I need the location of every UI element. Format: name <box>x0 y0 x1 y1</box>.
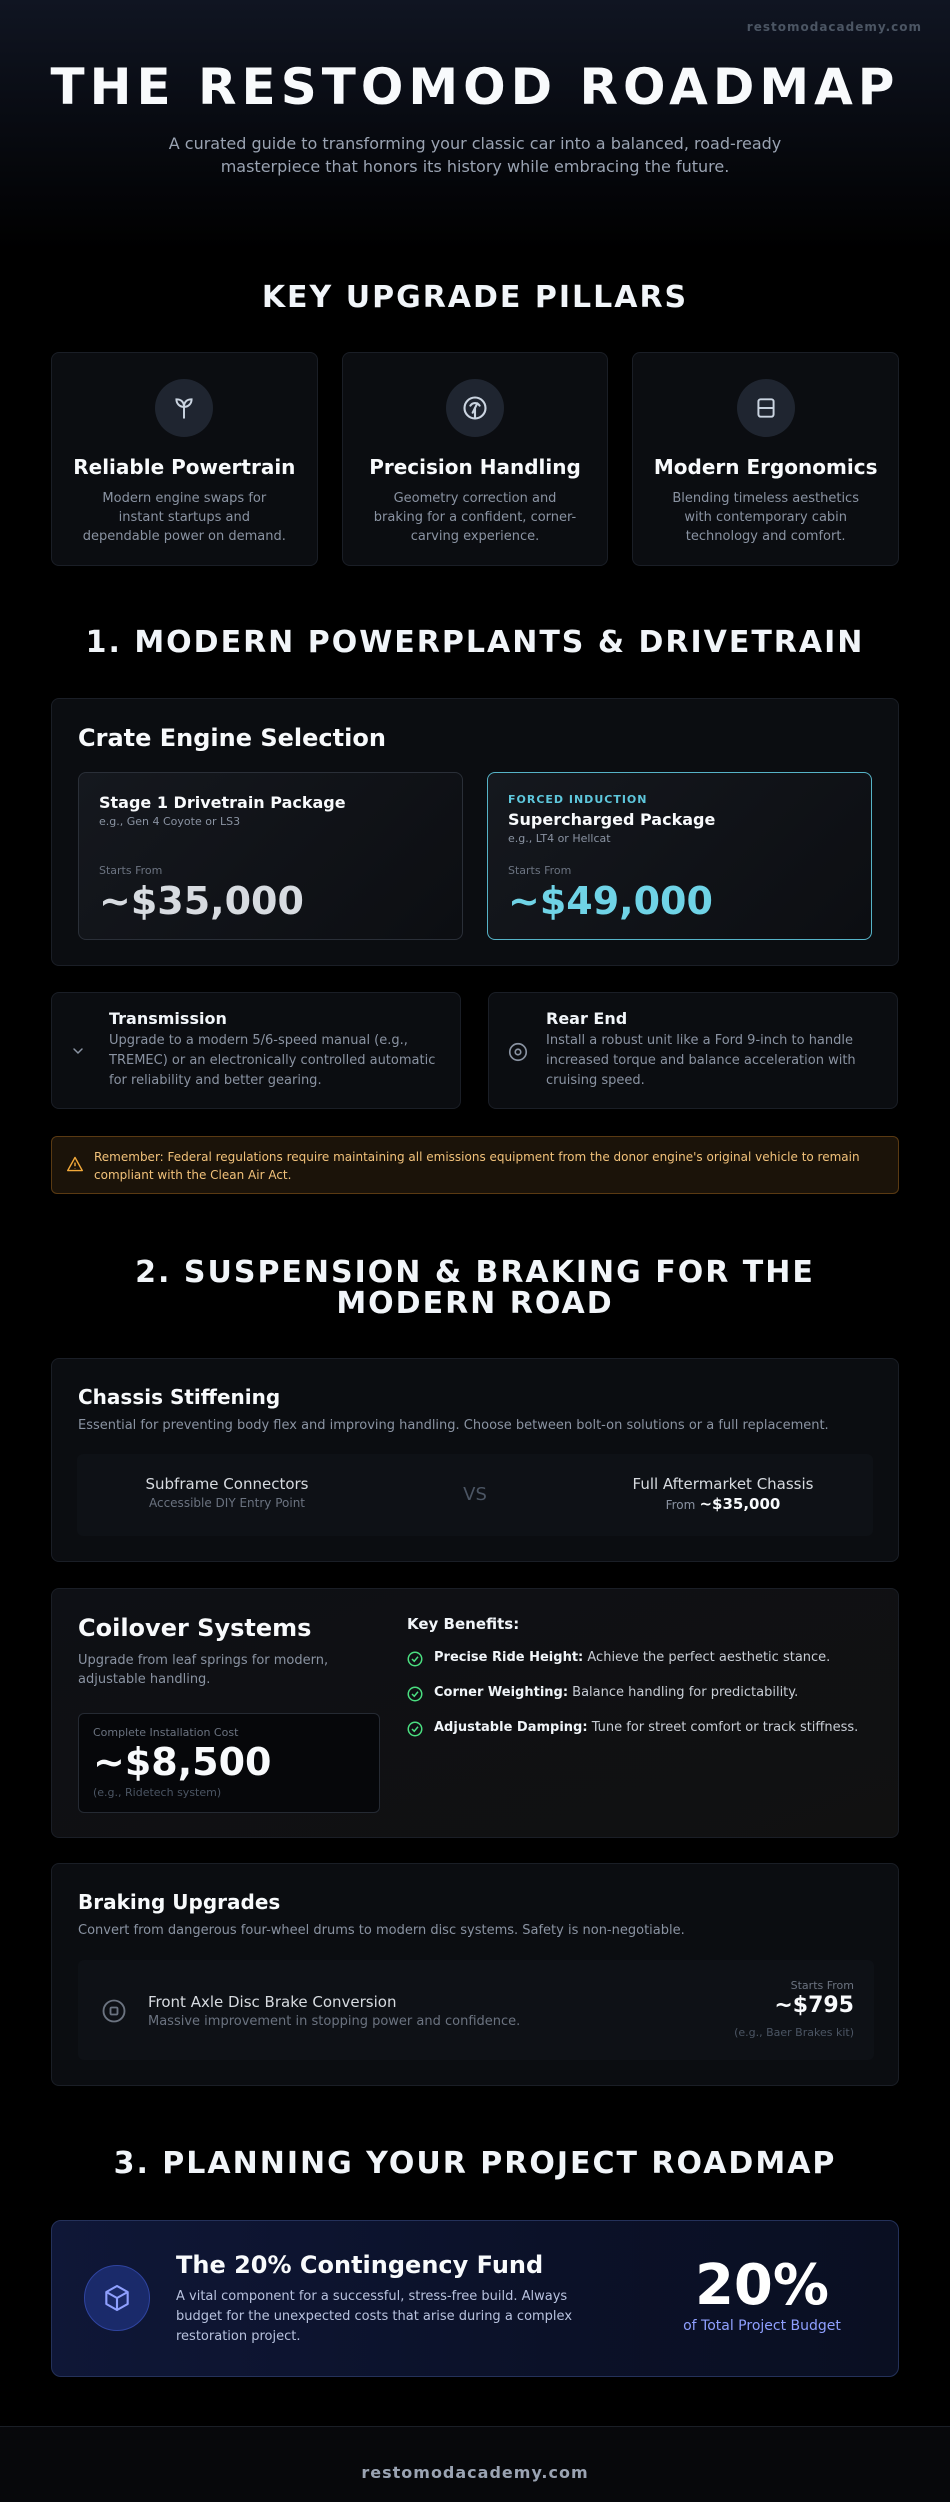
starts-from-label: Starts From <box>790 1979 854 1992</box>
package-example: e.g., LT4 or Hellcat <box>508 832 611 845</box>
chassis-desc: Essential for preventing body flex and improving handling. Choose between bolt-on solutions or a full replacement. <box>78 1418 829 1433</box>
from-label: From <box>665 1498 696 1512</box>
crate-engine-title: Crate Engine Selection <box>78 724 386 752</box>
package-title: Supercharged Package <box>508 810 716 829</box>
cost-note: (e.g., Ridetech system) <box>93 1786 222 1799</box>
transmission-card <box>51 992 461 1109</box>
gear-icon <box>507 1041 529 1067</box>
check-circle-icon <box>406 1685 424 1703</box>
pillar-title: Precision Handling <box>369 455 581 479</box>
package-price: ~$49,000 <box>508 879 713 923</box>
contingency-fund-card <box>51 2220 899 2377</box>
stage1-package-card[interactable] <box>78 772 463 940</box>
warning-icon <box>66 1156 84 1172</box>
benefits-title: Key Benefits: <box>407 1615 520 1633</box>
starts-from-label: Starts From <box>99 864 163 877</box>
cost-value: ~$8,500 <box>93 1740 272 1784</box>
brake-item-desc: Massive improvement in stopping power and confidence. <box>148 2014 521 2029</box>
benefit-text: Balance handling for predictability. <box>572 1685 799 1700</box>
budget-percent-label: of Total Project Budget <box>683 2318 841 2334</box>
transmission-title: Transmission <box>109 1009 227 1028</box>
benefit-name: Precise Ride Height: <box>434 1650 584 1665</box>
emissions-warning <box>51 1136 899 1194</box>
benefit-name: Adjustable Damping: <box>434 1720 588 1735</box>
benefit-text: Achieve the perfect aesthetic stance. <box>587 1650 831 1665</box>
brake-note: (e.g., Baer Brakes kit) <box>734 2026 854 2039</box>
watermark: restomodacademy.com <box>746 20 922 34</box>
pillar-card-powertrain <box>51 352 318 566</box>
subframe-option-sub: Accessible DIY Entry Point <box>148 1496 306 1510</box>
pillar-title: Modern Ergonomics <box>653 455 878 479</box>
braking-card <box>51 1863 899 2086</box>
brake-disc-icon <box>100 1997 128 2029</box>
cost-label: Complete Installation Cost <box>93 1726 239 1739</box>
pillars-grid <box>51 352 899 566</box>
rear-end-text: Install a robust unit like a Ford 9-inch to handle increased torque and balance acceleration with cruising speed. <box>546 1033 856 1088</box>
page-subtitle: A curated guide to transforming your classic car into a balanced, road-ready masterpiece that honors its history while embracing the future. <box>168 134 782 176</box>
package-price: ~$35,000 <box>99 879 304 923</box>
pillar-text: Modern engine swaps for instant startups and dependable power on demand. <box>82 491 286 544</box>
full-chassis-price: ~$35,000 <box>699 1495 781 1513</box>
footer-link[interactable]: restomodacademy.com <box>361 2463 589 2482</box>
brake-price: ~$795 <box>774 1993 854 2018</box>
braking-desc: Convert from dangerous four-wheel drums to modern disc systems. Safety is non-negotiable. <box>78 1923 685 1938</box>
coilover-desc: Upgrade from leaf springs for modern, adjustable handling. <box>78 1653 329 1687</box>
planning-heading: 3. PLANNING YOUR PROJECT ROADMAP <box>113 2146 837 2181</box>
braking-title: Braking Upgrades <box>78 1890 281 1914</box>
package-title: Stage 1 Drivetrain Package <box>99 793 346 812</box>
benefit-name: Corner Weighting: <box>434 1685 569 1700</box>
vs-label: VS <box>463 1484 487 1505</box>
warning-text: Remember: Federal regulations require maintaining all emissions equipment from the donor engine's original vehicle to remain compliant with the Clean Air Act. <box>94 1150 860 1182</box>
fund-title: The 20% Contingency Fund <box>176 2251 544 2279</box>
benefit-text: Tune for street comfort or track stiffness. <box>591 1720 859 1735</box>
cabin-icon <box>737 379 795 437</box>
hero <box>0 0 950 250</box>
engine-icon <box>155 379 213 437</box>
steering-wheel-icon <box>446 379 504 437</box>
footer <box>0 2426 950 2502</box>
check-circle-icon <box>406 1650 424 1668</box>
subframe-option-title: Subframe Connectors <box>145 1475 309 1493</box>
pillar-text: Geometry correction and braking for a confident, corner-carving experience. <box>373 491 577 544</box>
pillar-title: Reliable Powertrain <box>73 455 296 479</box>
suspension-heading: 2. SUSPENSION & BRAKING FOR THE MODERN ROAD <box>135 1255 815 1321</box>
page-title: THE RESTOMOD ROADMAP <box>50 58 900 116</box>
full-chassis-option-title: Full Aftermarket Chassis <box>632 1475 814 1493</box>
cube-icon <box>84 2265 150 2331</box>
pillar-card-handling <box>342 352 609 566</box>
pillars-heading: KEY UPGRADE PILLARS <box>261 280 689 315</box>
rear-end-card <box>488 992 898 1109</box>
supercharged-package-card[interactable] <box>487 772 872 940</box>
starts-from-label: Starts From <box>508 864 572 877</box>
transmission-text: Upgrade to a modern 5/6-speed manual (e.g., TREMEC) or an electronically controlled automatic for reliability and better gearing. <box>109 1033 436 1088</box>
pillar-text: Blending timeless aesthetics with contemporary cabin technology and comfort. <box>672 491 859 544</box>
installation-cost-box <box>78 1713 380 1813</box>
budget-percent: 20% <box>694 2253 830 2318</box>
brake-item-title: Front Axle Disc Brake Conversion <box>148 1993 397 2011</box>
coilover-card <box>51 1588 899 1838</box>
brake-conversion-row[interactable] <box>78 1960 874 2060</box>
powertrain-heading: 1. MODERN POWERPLANTS & DRIVETRAIN <box>85 625 865 660</box>
chassis-comparison <box>77 1454 873 1536</box>
coilover-title: Coilover Systems <box>78 1614 312 1642</box>
fund-text: A vital component for a successful, stress-free build. Always budget for the unexpected costs that arise during a complex restoration project. <box>176 2289 573 2344</box>
chevron-down-icon <box>70 1043 86 1063</box>
pillar-card-ergonomics <box>632 352 899 566</box>
chassis-title: Chassis Stiffening <box>78 1385 281 1409</box>
package-example: e.g., Gen 4 Coyote or LS3 <box>99 815 241 828</box>
forced-induction-tag: FORCED INDUCTION <box>508 793 648 806</box>
check-circle-icon <box>406 1720 424 1738</box>
full-chassis-price-row <box>573 1495 873 1513</box>
rear-end-title: Rear End <box>546 1009 628 1028</box>
